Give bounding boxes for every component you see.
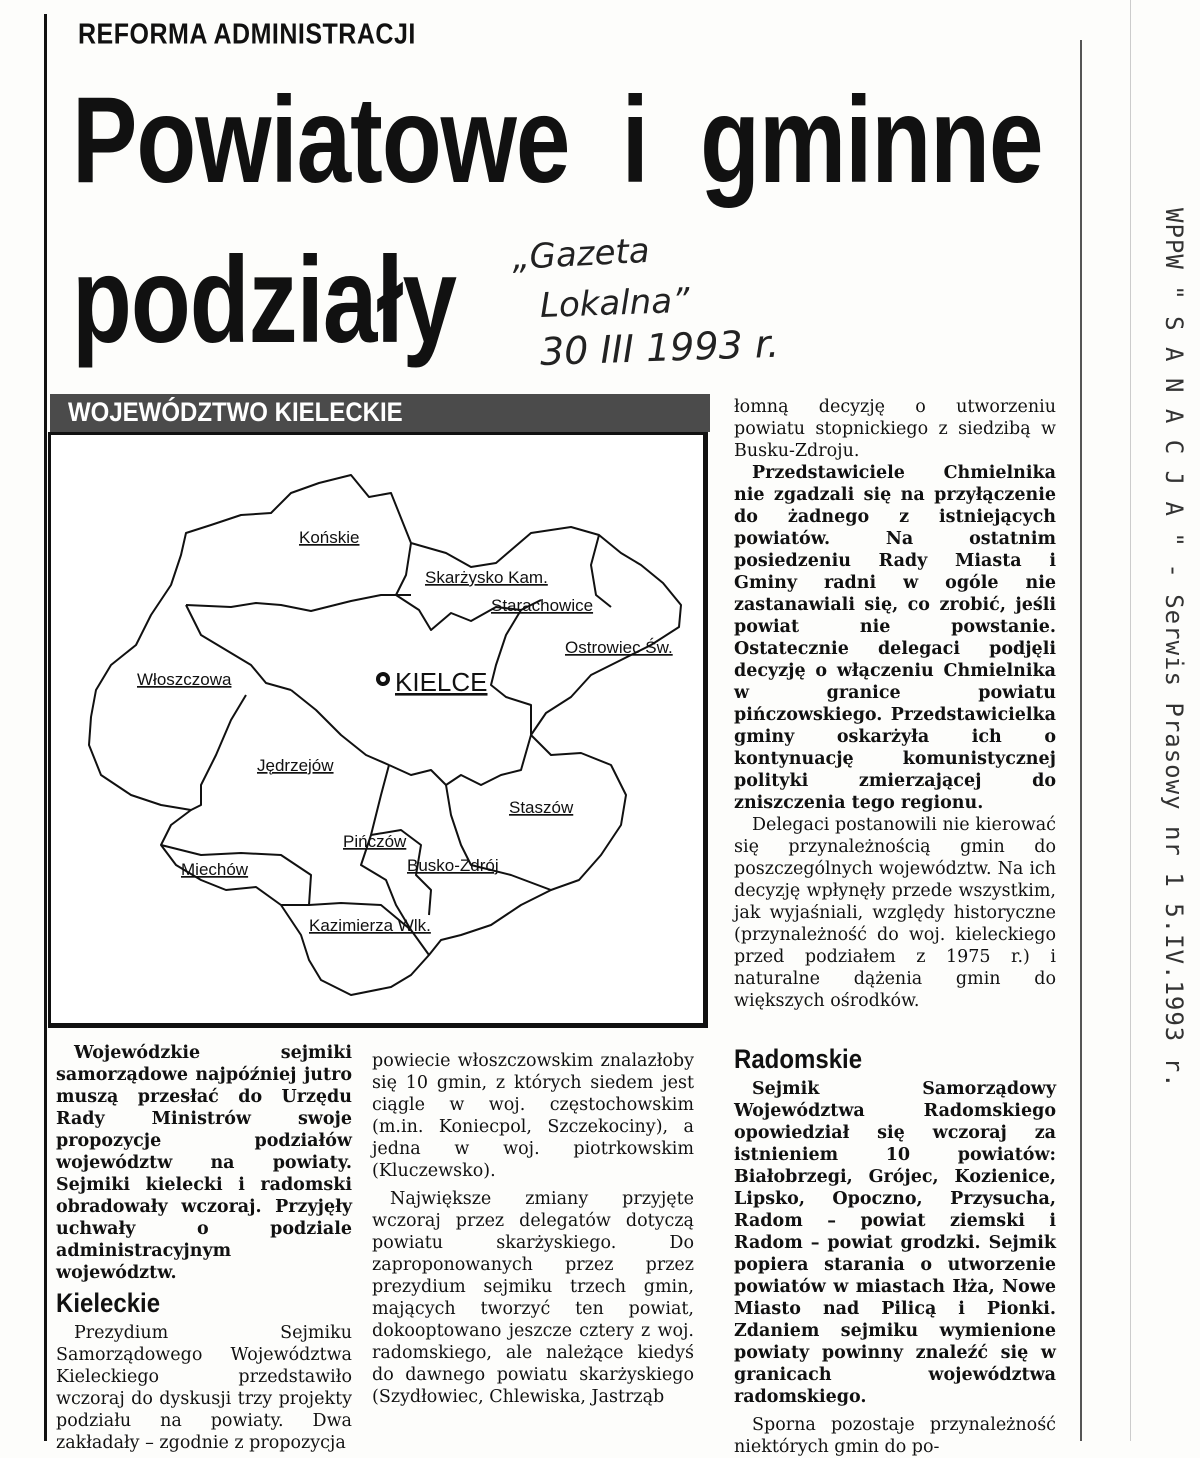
column-rule-left bbox=[44, 14, 47, 1441]
map-svg bbox=[51, 435, 699, 1017]
map-title-bar bbox=[50, 394, 710, 432]
headline-line-2: podziały bbox=[72, 230, 457, 368]
map-label-wloszczowa: Włoszczowa bbox=[137, 670, 232, 689]
article-paragraph: Sporna pozostaje przynależność niektórych gmin do po- bbox=[734, 1415, 1056, 1457]
map-border-pinczow bbox=[389, 735, 531, 785]
page-edge-line bbox=[1130, 0, 1131, 1441]
map-border-kielce-west bbox=[291, 690, 389, 765]
article-paragraph: Największe zmiany przyjęte wczoraj przez delegatów dotyczą powiatu skarżyskiego. Do zaproponowanych przez przez prezydium sejmiku trzech gmin, mających tworzyć ten powiat, dokooptowano jeszcze cztery z woj. radomskiego, ale należące kiedyś do dawnego powiatu skarżyskiego (Szydłowiec, Chlewiska, Jastrząb bbox=[372, 1189, 694, 1407]
handwritten-note-line-1: „Gazeta bbox=[510, 230, 651, 278]
map-label-jedrzejow: Jędrzejów bbox=[257, 756, 334, 775]
map-border-konskie bbox=[186, 595, 411, 611]
article-paragraph: Delegaci postanowili nie kierować się przynależnością gmin do poszczególnych województw. Na ich decyzję wpłynęły przede wszystkim, jak wyjaśniali, względy historyczne (przynależność do woj. kieleckiego przed podziałem z 1975 r.) i naturalne dążenia gmin do większych ośrodków. bbox=[734, 815, 1056, 1011]
subheading-radomskie: Radomskie bbox=[734, 1044, 863, 1075]
article-paragraph: łomną decyzję o utworzeniu powiatu stopnickiego z siedzibą w Busku-Zdroju. bbox=[734, 397, 1056, 461]
map-label-kazimierza: Kazimierza Wlk. bbox=[309, 916, 431, 935]
map-border-wloszczowa-south bbox=[191, 695, 246, 810]
map-label-skarzysko: Skarżysko Kam. bbox=[425, 568, 548, 587]
map-kielce-marker bbox=[376, 672, 390, 686]
map-label-miechow: Miechów bbox=[181, 860, 249, 879]
map-label-busko: Busko-Zdrój bbox=[407, 856, 499, 875]
article-column-2 bbox=[372, 1050, 694, 1408]
map-label-konskie: Końskie bbox=[299, 528, 360, 547]
article-column-3 bbox=[734, 396, 1056, 1012]
article-paragraph: Prezydium Sejmiku Samorządowego Województwa Kieleckiego przedstawiło wczoraj do dyskusji trzy projekty podziału na powiaty. Dwa zakładały – zgodnie z propozycja bbox=[56, 1323, 352, 1453]
article-paragraph: powiecie włoszczowskim znalazłoby się 10 gmin, z których siedem jest ciągle w woj. częstochowskim (m.in. Koniecpol, Szczekociny), a jedna w woj. piotrkowskim (Kluczewsko). bbox=[372, 1051, 694, 1181]
handwritten-note-date: 30 III 1993 r. bbox=[539, 321, 780, 374]
map-label-starachowice: Starachowice bbox=[491, 596, 594, 615]
map-label-pinczow: Pińczów bbox=[343, 832, 407, 851]
article-column-1 bbox=[56, 1042, 352, 1454]
headline-line-1: Powiatowe i gminne bbox=[72, 70, 1043, 208]
map-title: WOJEWÓDZTWO KIELECKIE bbox=[68, 398, 403, 428]
article-lead: Wojewódzkie sejmiki samorządowe najpóźniej jutro muszą przesłać do Urzędu Rady Ministrów swoje propozycje podziałów województw na powiaty. Sejmiki kielecki i radomski obradowały wczoraj. Przyjęły uchwały o podziale administracyjnym województw. bbox=[56, 1043, 352, 1283]
map-border-starachowice bbox=[491, 610, 531, 735]
article-paragraph: Przedstawiciele Chmielnika nie zgadzali się na przyłączenie do żadnego z istniejących powiatów. Na ostatnim posiedzeniu Rady Miasta i Gminy radni w ogóle nie zastanawiali się, co zrobić, jeśli powiat nie powstanie. Ostatecznie delegaci podjęli decyzję o włączeniu Chmielnika w granice powiatu pińczowskiego. Przedstawicielka gminy oskarżyła ich o kontynuację komunistycznej polityki zmierzającej do zniszczenia tego regionu. bbox=[734, 463, 1056, 813]
map-label-staszow: Staszów bbox=[509, 798, 574, 817]
map-border-ostrowiec bbox=[591, 535, 611, 607]
map-label-kielce: KIELCE bbox=[395, 667, 488, 697]
article-paragraph: Sejmik Samorządowy Województwa Radomskiego opowiedział się wczoraj za istnieniem 10 powiatów: Białobrzegi, Grójec, Kozienice, Lipsko, Opoczno, Przysucha, Radom – powiat ziemski i Radom – powiat grodzki. Sejmik popiera starania o utworzenie powiatów w miastach Iłża, Nowe Miasto nad Pilicą i Pionki. Zdaniem sejmiku wymienione powiaty powinny znaleźć się w granicach województwa radomskiego. bbox=[734, 1079, 1056, 1407]
side-stamp: WPPW " S A N A C J A " - Serwis Prasowy nr 1 5.IV.1993 r. bbox=[1160, 208, 1188, 1089]
subheading-kieleckie: Kieleckie bbox=[56, 1288, 161, 1319]
map-figure bbox=[48, 432, 708, 1028]
section-label: REFORMA ADMINISTRACJI bbox=[78, 18, 416, 51]
column-rule-right bbox=[1080, 40, 1082, 1441]
article-column-3-continued bbox=[734, 1040, 1056, 1458]
handwritten-note-line-2: Lokalna” bbox=[539, 280, 691, 326]
map-label-ostrowiec: Ostrowiec Św. bbox=[565, 638, 673, 657]
